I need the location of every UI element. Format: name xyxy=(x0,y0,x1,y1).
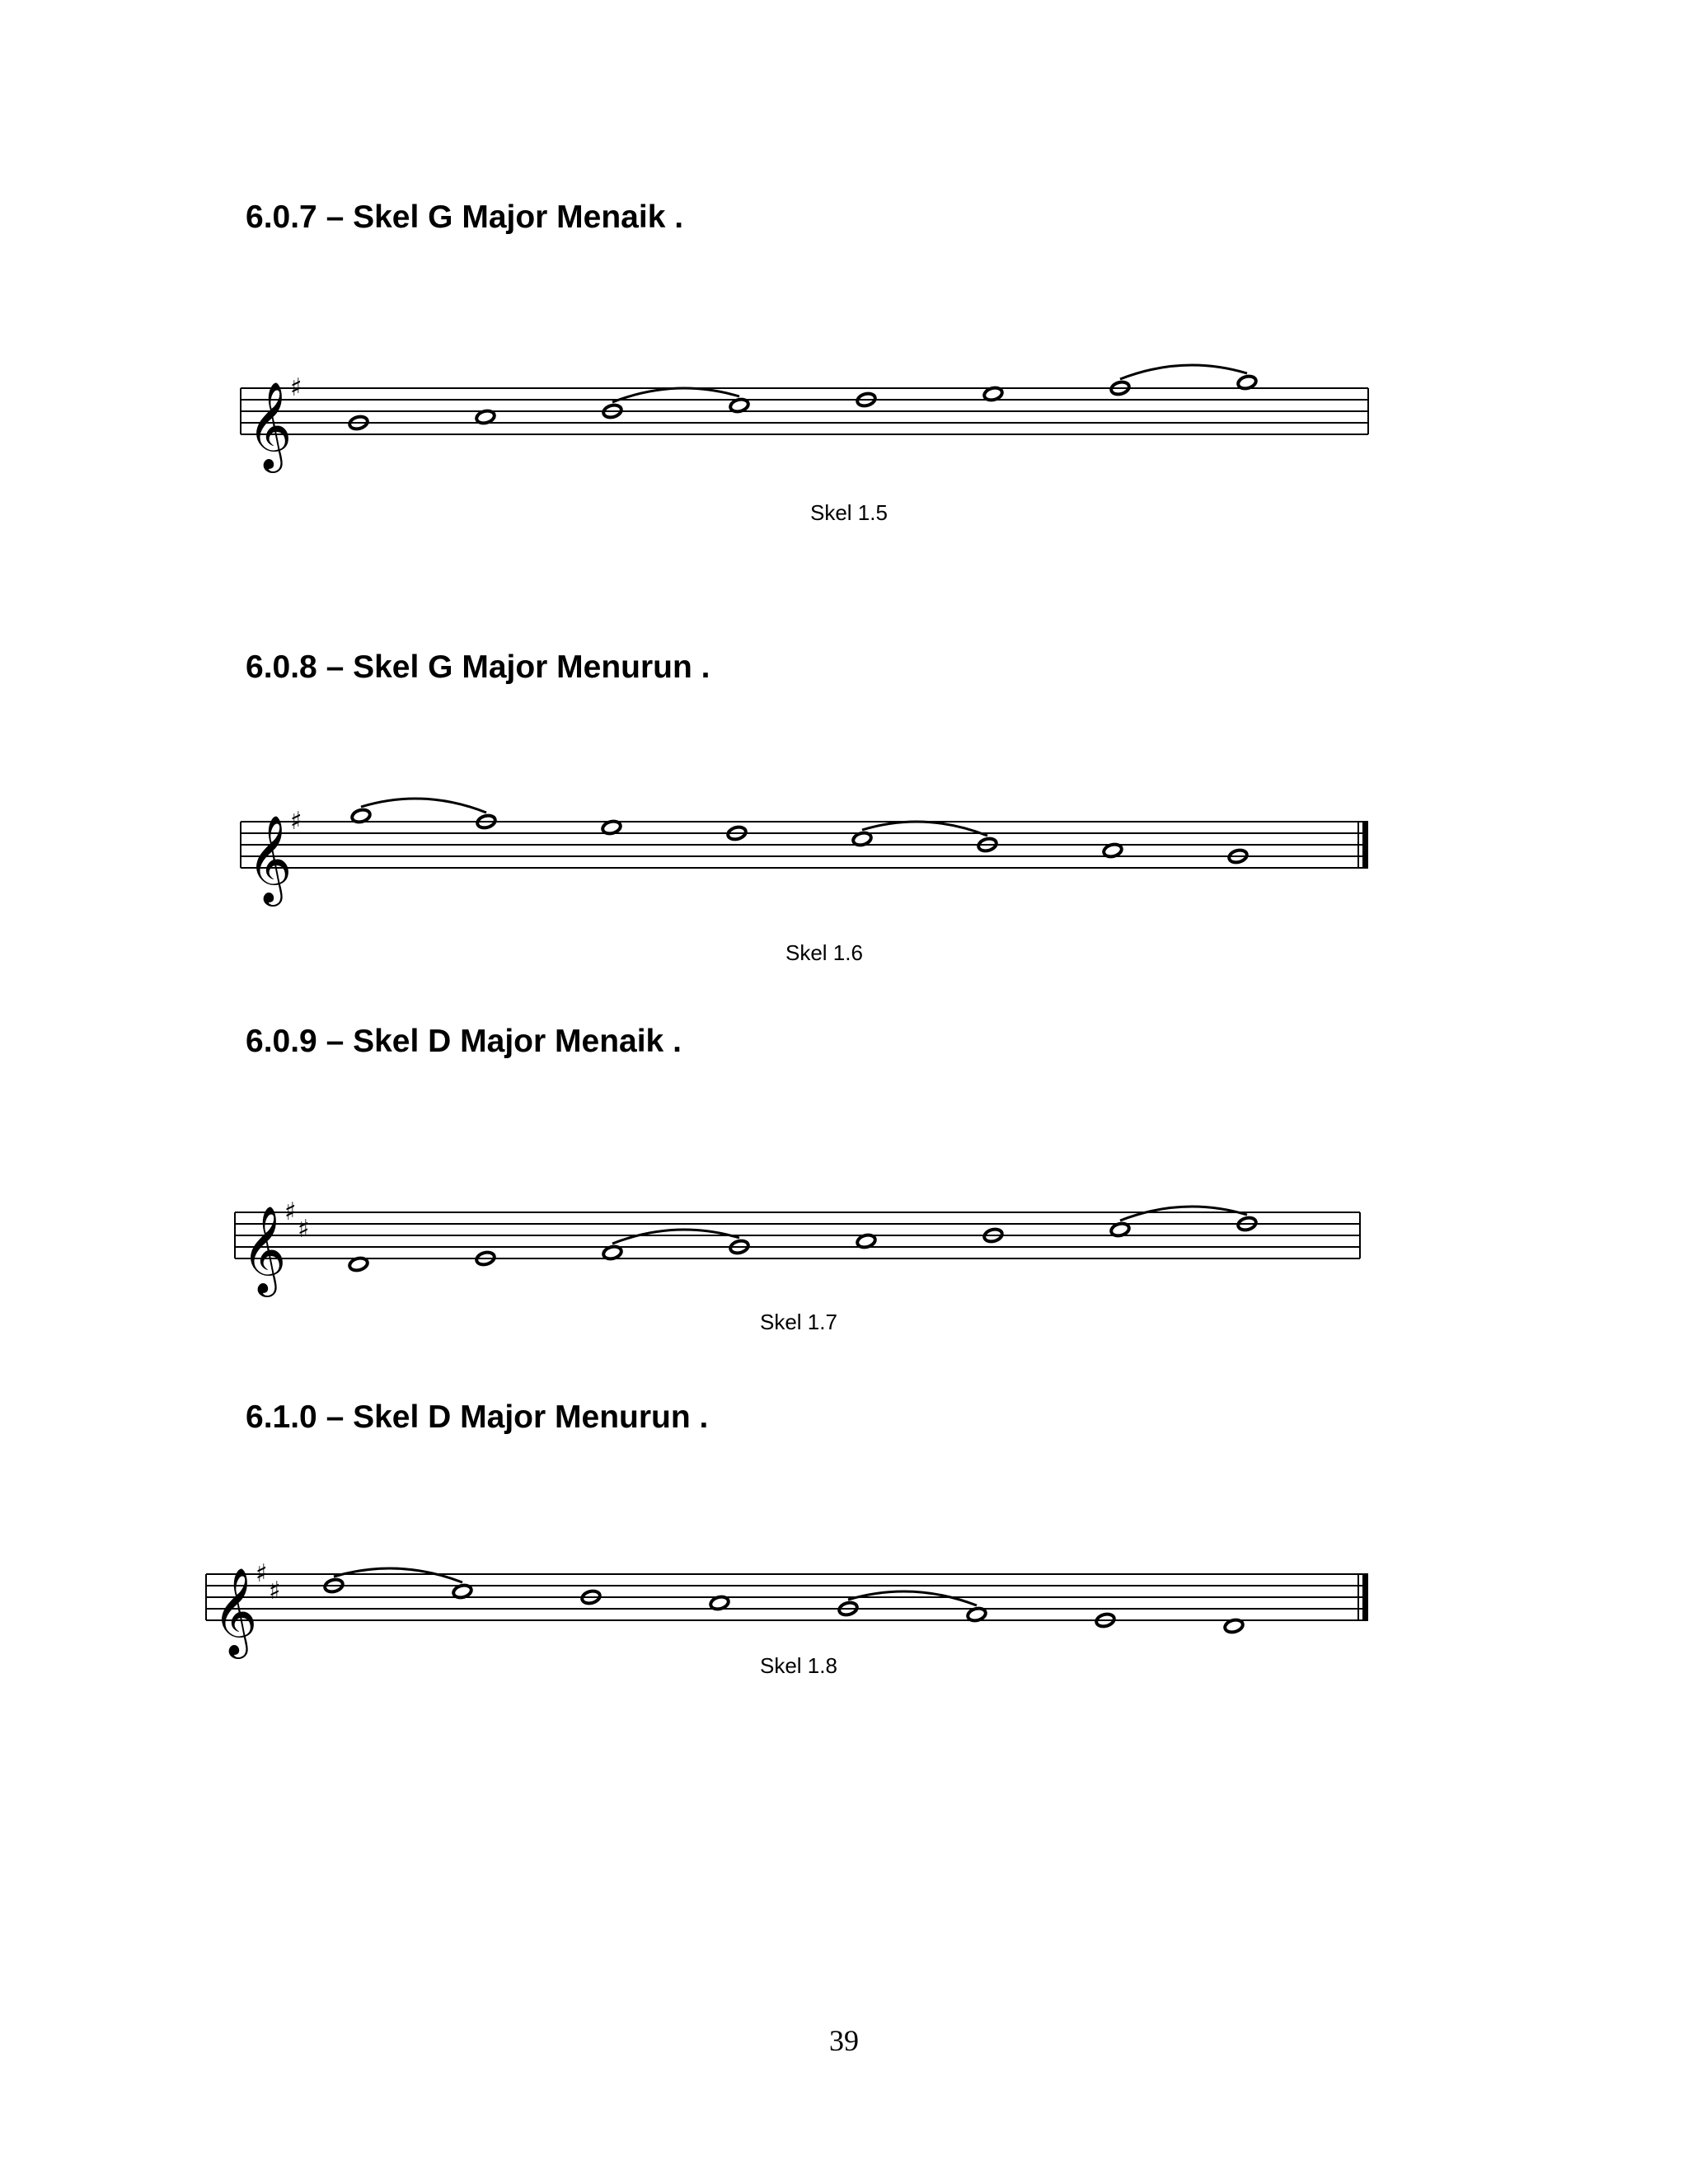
section-heading-1: 6.0.7 – Skel G Major Menaik . xyxy=(246,199,684,235)
figure-caption-1: Skel 1.5 xyxy=(810,500,888,525)
treble-clef-icon: 𝄞 xyxy=(247,814,293,902)
figure-caption-2: Skel 1.6 xyxy=(785,940,863,965)
sharp-icon: ♯ xyxy=(269,1577,281,1605)
figure-caption-3: Skel 1.7 xyxy=(760,1310,837,1334)
sharp-icon: ♯ xyxy=(290,807,302,836)
slur xyxy=(334,1568,462,1582)
figure-caption-4: Skel 1.8 xyxy=(760,1653,837,1678)
page-number: 39 xyxy=(829,2024,859,2057)
treble-clef-icon: 𝄞 xyxy=(213,1567,258,1655)
sharp-icon: ♯ xyxy=(256,1559,268,1588)
sharp-icon: ♯ xyxy=(298,1215,310,1244)
sharp-icon: ♯ xyxy=(290,373,302,402)
section-heading-2: 6.0.8 – Skel G Major Menurun . xyxy=(246,649,710,685)
treble-clef-icon: 𝄞 xyxy=(241,1205,287,1293)
final-barline xyxy=(1362,1574,1368,1620)
slur xyxy=(848,1591,977,1605)
section-heading-4: 6.1.0 – Skel D Major Menurun . xyxy=(246,1399,709,1435)
treble-clef-icon: 𝄞 xyxy=(247,381,293,469)
sharp-icon: ♯ xyxy=(284,1197,297,1226)
section-heading-3: 6.0.9 – Skel D Major Menaik . xyxy=(246,1024,682,1059)
